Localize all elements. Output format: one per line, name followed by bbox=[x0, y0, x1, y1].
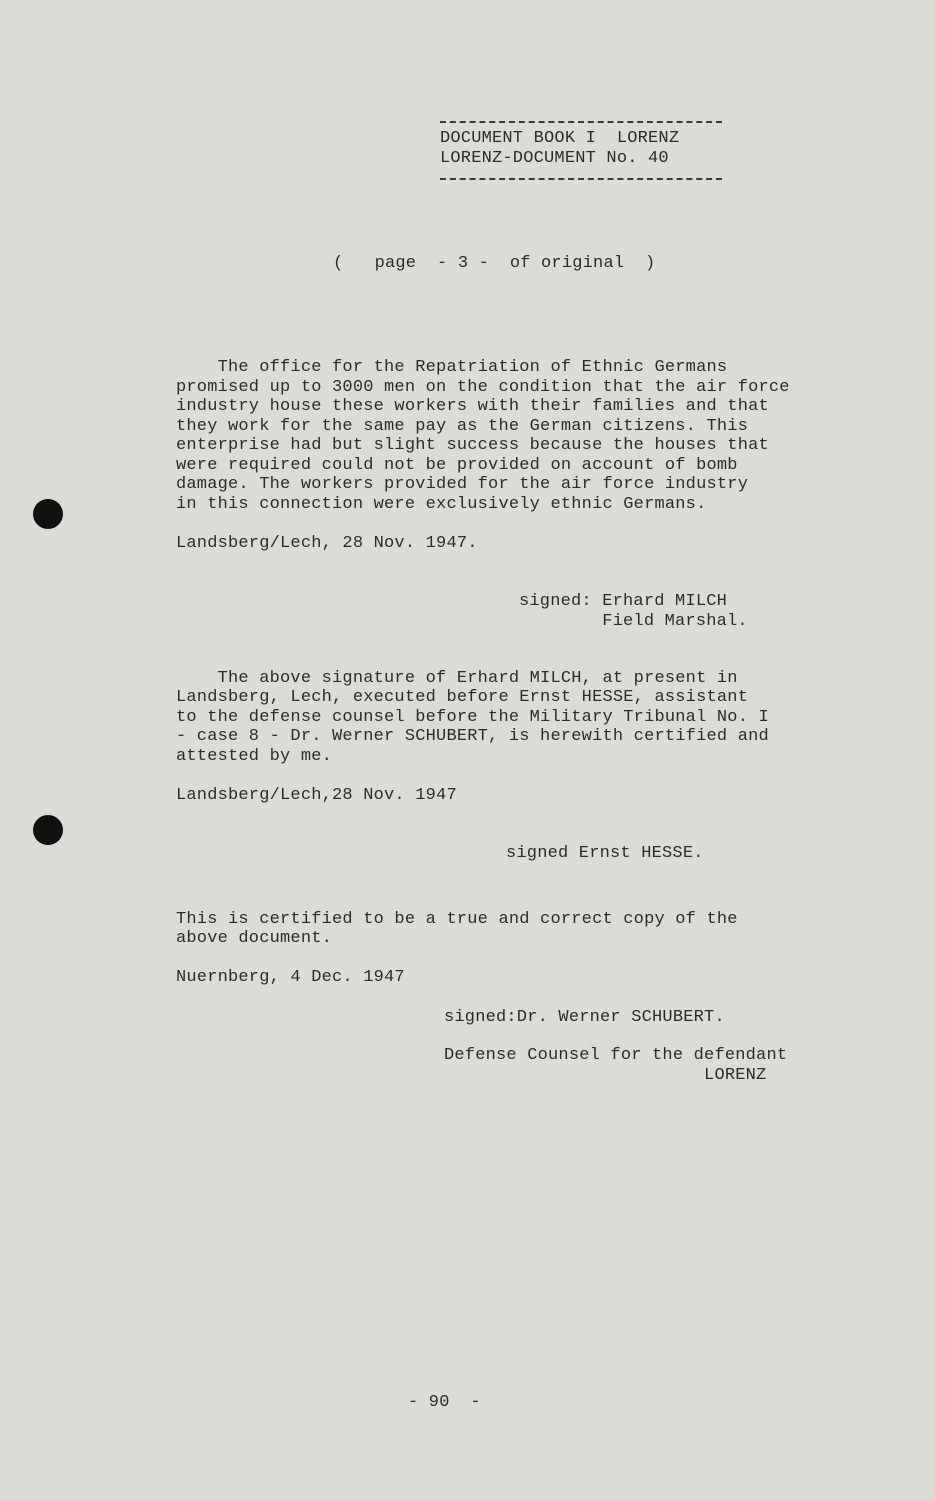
signature-milch: signed: Erhard MILCH bbox=[519, 592, 728, 611]
punch-hole-top bbox=[33, 499, 63, 529]
signature-hesse: signed Ernst HESSE. bbox=[506, 844, 704, 863]
paragraph-line: enterprise had but slight success because the houses that bbox=[176, 436, 769, 455]
paragraph-line: attested by me. bbox=[176, 747, 333, 766]
paragraph-line: The above signature of Erhard MILCH, at present in bbox=[176, 669, 738, 688]
paragraph-line: - case 8 - Dr. Werner SCHUBERT, is herewith certified and bbox=[176, 727, 769, 746]
paragraph-line: Landsberg, Lech, executed before Ernst HESSE, assistant bbox=[176, 688, 749, 707]
place-date-landsberg-2: Landsberg/Lech,28 Nov. 1947 bbox=[176, 786, 457, 805]
paragraph-line: industry house these workers with their families and that bbox=[176, 397, 769, 416]
paragraph-line: damage. The workers provided for the air force industry bbox=[176, 475, 749, 494]
signature-schubert: signed:Dr. Werner SCHUBERT. bbox=[444, 1008, 725, 1027]
header-rule-top bbox=[440, 121, 722, 123]
paragraph-line: to the defense counsel before the Military Tribunal No. I bbox=[176, 708, 769, 727]
counsel-line: Defense Counsel for the defendant bbox=[444, 1046, 788, 1065]
header-line-1: DOCUMENT BOOK I LORENZ bbox=[440, 129, 680, 148]
header-rule-bottom bbox=[440, 178, 722, 180]
paragraph-line: were required could not be provided on account of bomb bbox=[176, 456, 738, 475]
signature-milch-title: Field Marshal. bbox=[519, 612, 748, 631]
place-date-nuernberg: Nuernberg, 4 Dec. 1947 bbox=[176, 968, 405, 987]
paragraph-line: they work for the same pay as the German citizens. This bbox=[176, 417, 749, 436]
paragraph-true-copy-2: above document. bbox=[176, 929, 333, 948]
page-reference: ( page - 3 - of original ) bbox=[333, 254, 656, 273]
page-number: - 90 - bbox=[408, 1393, 481, 1412]
header-line-2: LORENZ-DOCUMENT No. 40 bbox=[440, 149, 669, 168]
paragraph-line: The office for the Repatriation of Ethnic Germans bbox=[176, 358, 728, 377]
place-date-landsberg-1: Landsberg/Lech, 28 Nov. 1947. bbox=[176, 534, 478, 553]
counsel-defendant: LORENZ bbox=[444, 1066, 767, 1085]
paragraph-true-copy: This is certified to be a true and correct copy of the bbox=[176, 910, 738, 929]
punch-hole-bottom bbox=[33, 815, 63, 845]
paragraph-line: in this connection were exclusively ethnic Germans. bbox=[176, 495, 707, 514]
paragraph-line: promised up to 3000 men on the condition that the air force bbox=[176, 378, 790, 397]
